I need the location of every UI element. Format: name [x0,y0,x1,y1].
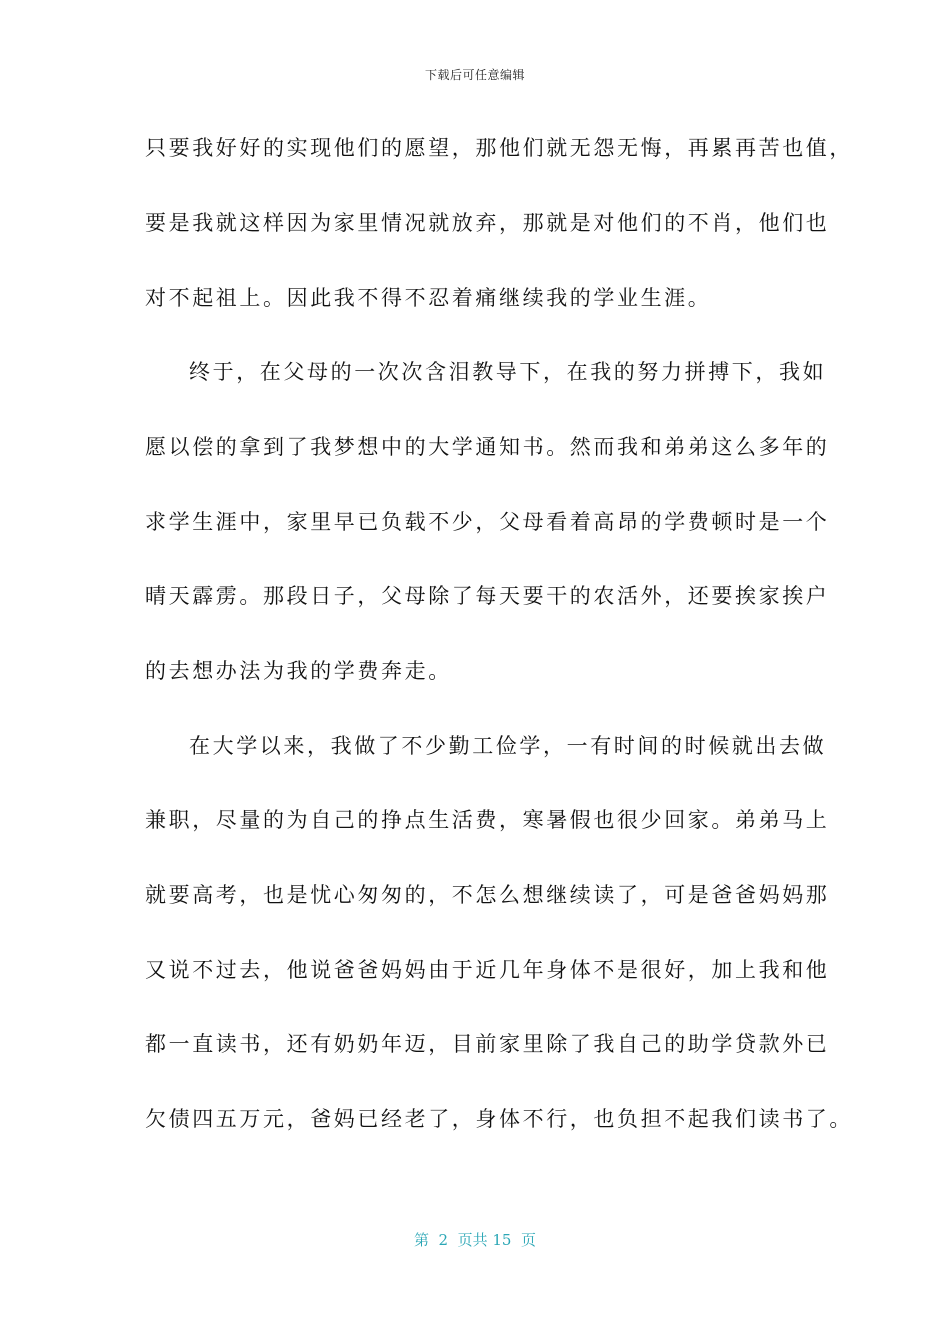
body-line-7: 晴天霹雳。那段日子，父母除了每天要干的农活外，还要挨家挨户 [145,584,830,608]
body-line-11: 就要高考，也是忧心匆匆的，不怎么想继续读了，可是爸爸妈妈那 [145,883,830,907]
body-line-3: 对不起祖上。因此我不得不忍着痛继续我的学业生涯。 [145,286,712,310]
body-line-4: 终于，在父母的一次次含泪教导下，在我的努力拼搏下，我如 [189,360,827,384]
body-line-13: 都一直读书，还有奶奶年迈，目前家里除了我自己的助学贷款外已 [145,1032,830,1056]
body-line-1: 只要我好好的实现他们的愿望，那他们就无怨无悔，再累再苦也值， [145,136,853,160]
body-line-8: 的去想办法为我的学费奔走。 [145,659,452,683]
page-header: 下载后可任意编辑 [424,68,525,82]
body-line-10: 兼职，尽量的为自己的挣点生活费，寒暑假也很少回家。弟弟马上 [145,808,830,832]
body-line-14: 欠债四五万元，爸妈已经老了，身体不行，也负担不起我们读书了。 [145,1107,853,1131]
body-line-12: 又说不过去，他说爸爸妈妈由于近几年身体不是很好，加上我和他 [145,958,830,982]
body-line-5: 愿以偿的拿到了我梦想中的大学通知书。然而我和弟弟这么多年的 [145,435,830,459]
page-footer: 第 2 页共 15 页 [413,1231,536,1249]
body-line-2: 要是我就这样因为家里情况就放弃，那就是对他们的不肖，他们也 [145,211,830,235]
body-line-6: 求学生涯中，家里早已负载不少，父母看着高昂的学费顿时是一个 [145,510,830,534]
body-line-9: 在大学以来，我做了不少勤工俭学，一有时间的时候就出去做 [189,734,827,758]
